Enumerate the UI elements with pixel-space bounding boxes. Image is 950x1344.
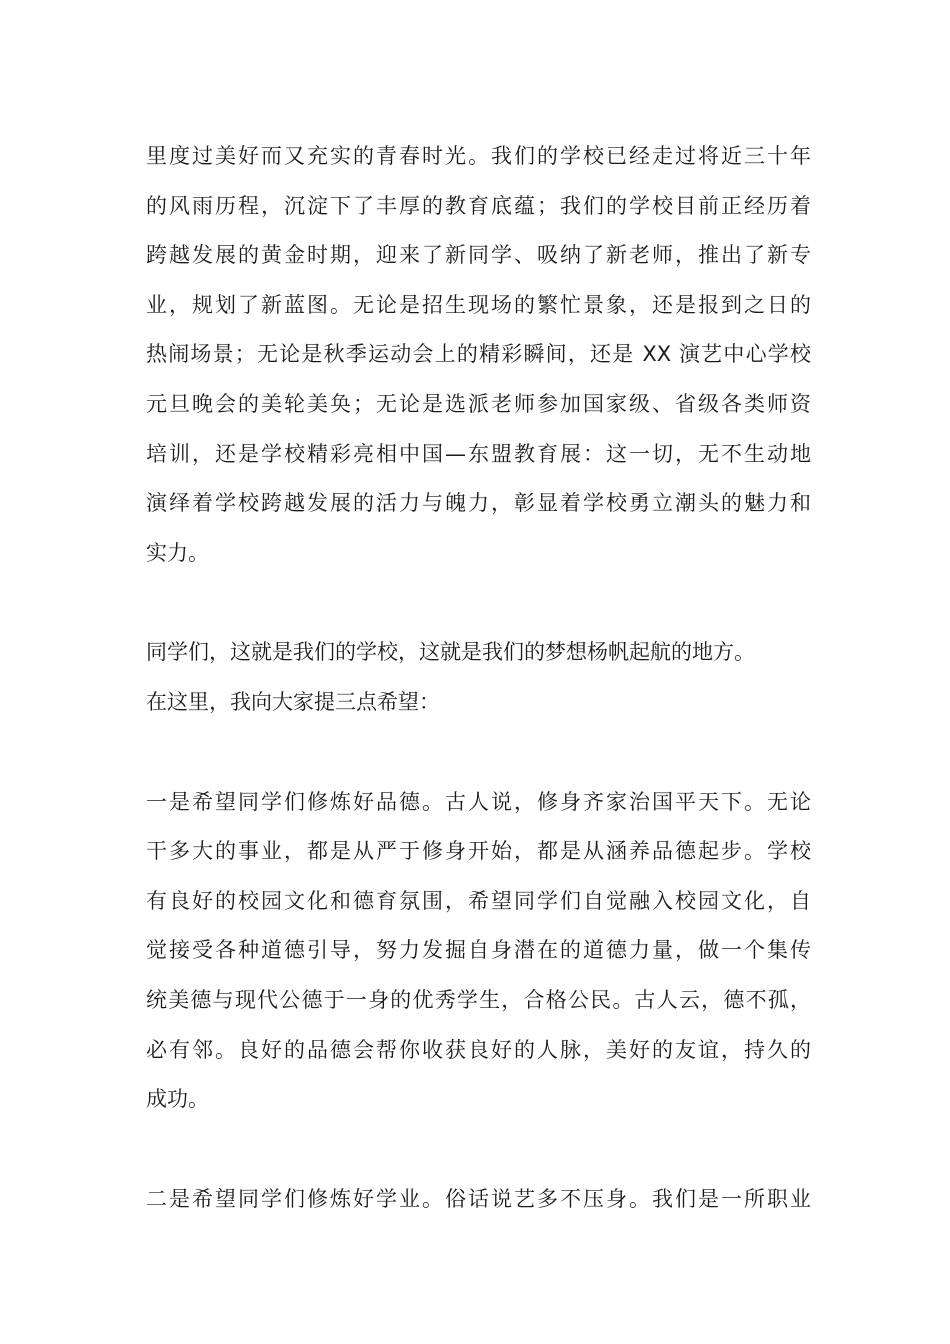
text-line: 统美德与现代公德于一身的优秀学生，合格公民。古人云，德不孤， — [146, 987, 811, 1012]
text-line: 的风雨历程，沉淀下了丰厚的教育底蕴；我们的学校目前正经历着 — [146, 193, 811, 218]
text-line: 干多大的事业，都是从严于修身开始，都是从涵养品德起步。学校 — [146, 839, 811, 864]
text-line: 觉接受各种道德引导，努力发掘自身潜在的道德力量，做一个集传 — [146, 938, 811, 963]
paragraph-hope-morality — [146, 778, 811, 1125]
paragraph-hope-studies — [146, 1175, 811, 1225]
text-line: 培训，还是学校精彩亮相中国—东盟教育展：这一切，无不生动地 — [146, 441, 811, 466]
text-line: 跨越发展的黄金时期，迎来了新同学、吸纳了新老师，推出了新专 — [146, 243, 811, 268]
text-line: 成功。 — [146, 1087, 209, 1112]
text-line: 实力。 — [146, 540, 209, 565]
paragraph-school-history — [146, 132, 811, 578]
paragraph-three-hopes-intro — [146, 628, 811, 727]
document-body — [146, 132, 811, 1224]
text-line: 在这里，我向大家提三点希望： — [146, 689, 440, 714]
text-line: 元旦晚会的美轮美奂；无论是选派老师参加国家级、省级各类师资 — [146, 391, 811, 416]
text-line: 里度过美好而又充实的青春时光。我们的学校已经走过将近三十年 — [146, 144, 811, 168]
text-line: 有良好的校园文化和德育氛围，希望同学们自觉融入校园文化，自 — [146, 888, 811, 913]
text-line: 热闹场景；无论是秋季运动会上的精彩瞬间，还是 XX 演艺中心学校 — [146, 342, 811, 367]
text-line: 必有邻。良好的品德会帮你收获良好的人脉，美好的友谊，持久的 — [146, 1037, 811, 1062]
text-line: 业，规划了新蓝图。无论是招生现场的繁忙景象，还是报到之日的 — [146, 292, 811, 317]
paragraph-spacer — [146, 1125, 811, 1175]
paragraph-spacer — [146, 578, 811, 628]
text-line: 一是希望同学们修炼好品德。古人说，修身齐家治国平天下。无论 — [146, 789, 811, 814]
text-line: 同学们，这就是我们的学校，这就是我们的梦想杨帆起航的地方。 — [146, 640, 755, 665]
text-line: 二是希望同学们修炼好学业。俗话说艺多不压身。我们是一所职业 — [146, 1186, 811, 1211]
paragraph-spacer — [146, 728, 811, 778]
text-line: 演绎着学校跨越发展的活力与魄力，彰显着学校勇立潮头的魅力和 — [146, 491, 811, 516]
